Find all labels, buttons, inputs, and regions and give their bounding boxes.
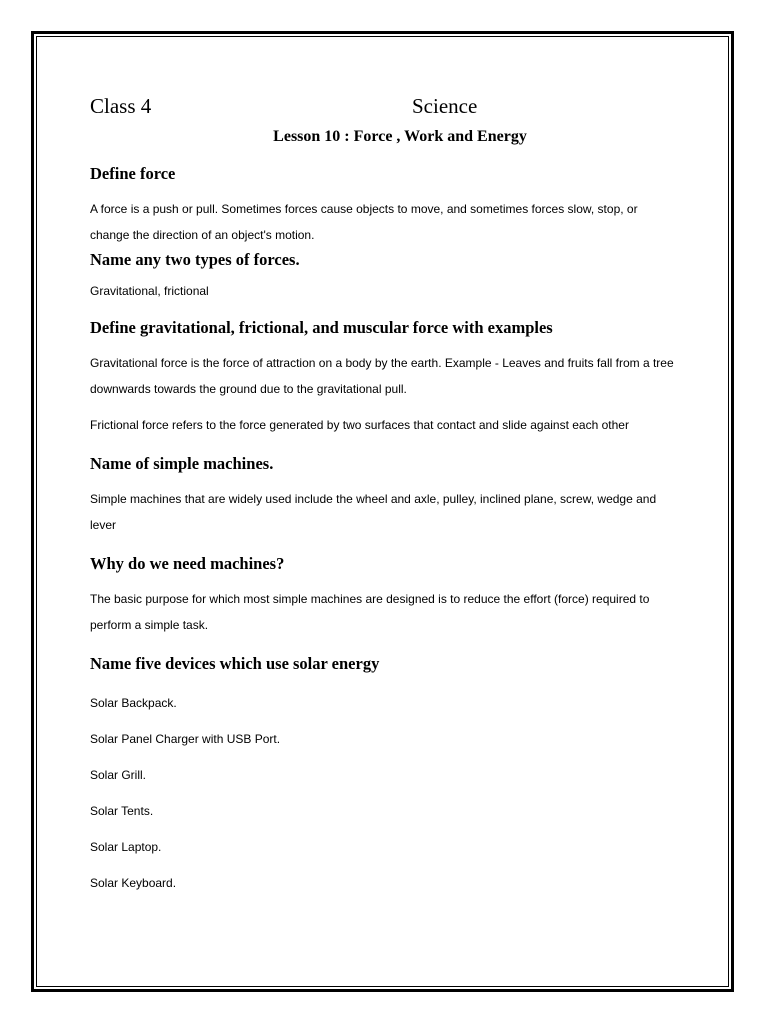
answer-text: Gravitational, frictional xyxy=(90,284,209,298)
question-heading: Name any two types of forces. xyxy=(90,250,300,269)
list-item: Solar Tents. xyxy=(90,804,154,818)
list-item: Solar Backpack. xyxy=(90,696,177,710)
question-heading: Define force xyxy=(90,164,176,183)
section-why-machines xyxy=(90,553,680,638)
section-define-force xyxy=(90,163,680,248)
subject-label: Science xyxy=(412,94,478,118)
answer-text: Simple machines that are widely used include the wheel and axle, pulley, inclined plane, screw, wedge and lever xyxy=(90,492,657,532)
answer-text: A force is a push or pull. Sometimes forces cause objects to move, and sometimes forces slow, stop, or change the direction of an object's motion. xyxy=(90,202,638,242)
section-define-gravitational-frictional-muscular xyxy=(90,317,680,438)
list-item: Solar Panel Charger with USB Port. xyxy=(90,732,281,746)
section-solar-devices xyxy=(90,653,680,891)
answer-text: Gravitational force is the force of attraction on a body by the earth. Example - Leaves and fruits fall from a tree downwards towards the ground due to the gravitational pull. xyxy=(90,356,674,396)
question-heading: Define gravitational, frictional, and muscular force with examples xyxy=(90,318,553,337)
answer-text: Frictional force refers to the force generated by two surfaces that contact and slide against each other xyxy=(90,418,629,432)
section-simple-machines xyxy=(90,453,680,538)
answer-text: The basic purpose for which most simple machines are designed is to reduce the effort (force) required to perform a simple task. xyxy=(90,592,650,632)
list-item: Solar Grill. xyxy=(90,768,147,782)
section-types-of-forces xyxy=(90,249,680,304)
title-row xyxy=(90,94,680,124)
question-heading: Why do we need machines? xyxy=(90,554,285,573)
lesson-title: Lesson 10 : Force , Work and Energy xyxy=(273,128,527,145)
list-item: Solar Laptop. xyxy=(90,840,162,854)
class-label: Class 4 xyxy=(90,94,152,118)
list-item: Solar Keyboard. xyxy=(90,876,177,890)
question-heading: Name of simple machines. xyxy=(90,454,274,473)
document-content xyxy=(90,94,680,891)
question-heading: Name five devices which use solar energy xyxy=(90,654,380,673)
